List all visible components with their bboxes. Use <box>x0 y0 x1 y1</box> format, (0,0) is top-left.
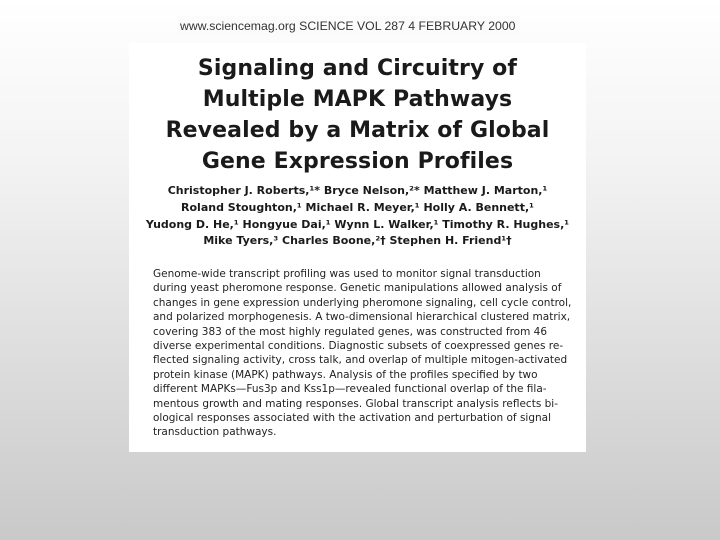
abstract-line: diverse experimental conditions. Diagnostic subsets of coexpressed genes re- <box>153 340 564 353</box>
abstract-line: protein kinase (MAPK) pathways. Analysis of the profiles specified by two <box>153 368 538 381</box>
paper-excerpt <box>129 43 586 452</box>
abstract-line: flected signaling activity, cross talk, and overlap of multiple mitogen-activated <box>153 354 568 367</box>
paper-title <box>129 53 586 177</box>
title-line: Gene Expression Profiles <box>201 149 514 174</box>
journal-header: www.sciencemag.org SCIENCE VOL 287 4 FEBRUARY 2000 <box>178 16 520 36</box>
title-line: Signaling and Circuitry of <box>197 56 518 81</box>
abstract-line: Genome-wide transcript profiling was used to monitor signal transduction <box>153 268 541 280</box>
title-line: Revealed by a Matrix of Global <box>165 118 550 143</box>
author-line: Mike Tyers,³ Charles Boone,²† Stephen H. Friend¹† <box>203 234 512 248</box>
abstract-line: ological responses associated with the activation and perturbation of signal <box>153 412 552 425</box>
abstract <box>153 267 581 440</box>
author-line: Roland Stoughton,¹ Michael R. Meyer,¹ Holly A. Bennett,¹ <box>181 200 534 214</box>
title-line: Multiple MAPK Pathways <box>202 87 513 112</box>
abstract-line: changes in gene expression underlying pheromone signaling, cell cycle control, <box>153 296 572 309</box>
abstract-line: and polarized morphogenesis. A two-dimensional hierarchical clustered matrix, <box>153 311 571 324</box>
author-line: Yudong D. He,¹ Hongyue Dai,¹ Wynn L. Walker,¹ Timothy R. Hughes,¹ <box>145 217 570 231</box>
abstract-line: different MAPKs—Fus3p and Kss1p—revealed functional overlap of the fila- <box>153 383 547 396</box>
abstract-line: during yeast pheromone response. Genetic manipulations allowed analysis of <box>153 282 562 295</box>
abstract-line: transduction pathways. <box>153 426 277 439</box>
abstract-line: covering 383 of the most highly regulated genes, was constructed from 46 <box>153 325 548 338</box>
author-line: Christopher J. Roberts,¹* Bryce Nelson,²* Matthew J. Marton,¹ <box>167 184 548 197</box>
abstract-line: mentous growth and mating responses. Global transcript analysis reflects bi- <box>153 397 558 410</box>
author-list <box>129 183 586 250</box>
